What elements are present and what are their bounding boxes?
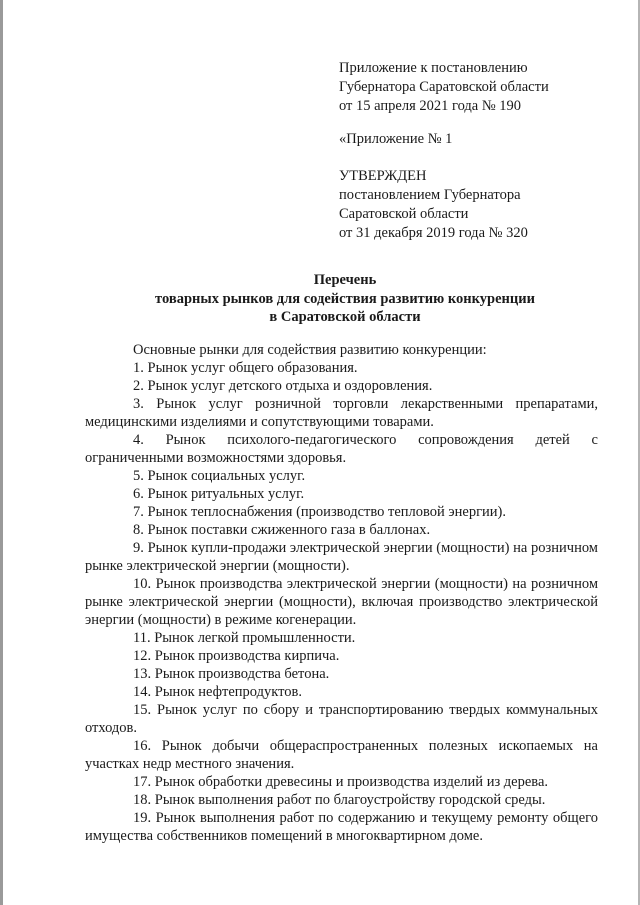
approved-line: постановлением Губернатора — [339, 187, 521, 203]
list-item: 2. Рынок услуг детского отдыха и оздоровления. — [133, 378, 433, 394]
list-item: 16. Рынок добычи общераспространенных полезных ископаемых на участках недр местного значения. — [85, 738, 598, 772]
list-item: 1. Рынок услуг общего образования. — [133, 360, 358, 376]
appendix-header — [339, 59, 629, 116]
approved-line: УТВЕРЖДЕН — [339, 168, 427, 184]
list-item: 12. Рынок производства кирпича. — [133, 648, 340, 664]
list-item: 8. Рынок поставки сжиженного газа в баллонах. — [133, 522, 431, 538]
approval-stamp — [339, 167, 629, 243]
title-line: Перечень — [313, 272, 377, 288]
list-item: 11. Рынок легкой промышленности. — [133, 630, 356, 646]
appendix-line: Губернатора Саратовской области — [339, 79, 549, 95]
approved-line: Саратовской области — [339, 206, 469, 222]
list-item: 7. Рынок теплоснабжения (производство тепловой энергии). — [133, 504, 507, 520]
title-line: товарных рынков для содействия развитию конкуренции — [155, 290, 535, 307]
appendix-line: от 15 апреля 2021 года № 190 — [339, 98, 522, 114]
scan-edge-left — [0, 0, 3, 905]
list-item: 13. Рынок производства бетона. — [133, 666, 330, 682]
list-item: 17. Рынок обработки древесины и производства изделий из дерева. — [133, 774, 549, 790]
approved-line: от 31 декабря 2019 года № 320 — [339, 225, 528, 241]
markets-list — [85, 359, 598, 845]
appendix-number: «Приложение № 1 — [339, 131, 453, 147]
list-item: 6. Рынок ритуальных услуг. — [133, 486, 305, 502]
list-item: 14. Рынок нефтепродуктов. — [133, 684, 302, 700]
list-item: 3. Рынок услуг розничной торговли лекарственными препаратами, медицинскими изделиями и сопутствующими товарами. — [85, 396, 598, 430]
list-item: 18. Рынок выполнения работ по благоустройству городской среды. — [133, 792, 546, 808]
document-title — [60, 271, 630, 327]
list-intro: Основные рынки для содействия развитию конкуренции: — [133, 342, 487, 358]
list-item: 15. Рынок услуг по сбору и транспортированию твердых коммунальных отходов. — [85, 702, 598, 736]
appendix-line: Приложение к постановлению — [339, 60, 528, 76]
list-item: 10. Рынок производства электрической энергии (мощности) на розничном рынке электрической энергии (мощности), включая производство электрической энергии (мощности) в режиме когенерации. — [85, 576, 598, 628]
list-item: 5. Рынок социальных услуг. — [133, 468, 306, 484]
list-item: 4. Рынок психолого-педагогического сопровождения детей с ограниченными возможностями здоровья. — [85, 432, 598, 466]
title-line: в Саратовской области — [269, 309, 421, 325]
list-item: 19. Рынок выполнения работ по содержанию и текущему ремонту общего имущества собственников помещений в многоквартирном доме. — [85, 810, 598, 844]
list-item: 9. Рынок купли-продажи электрической энергии (мощности) на розничном рынке электрической энергии (мощности). — [85, 540, 598, 574]
